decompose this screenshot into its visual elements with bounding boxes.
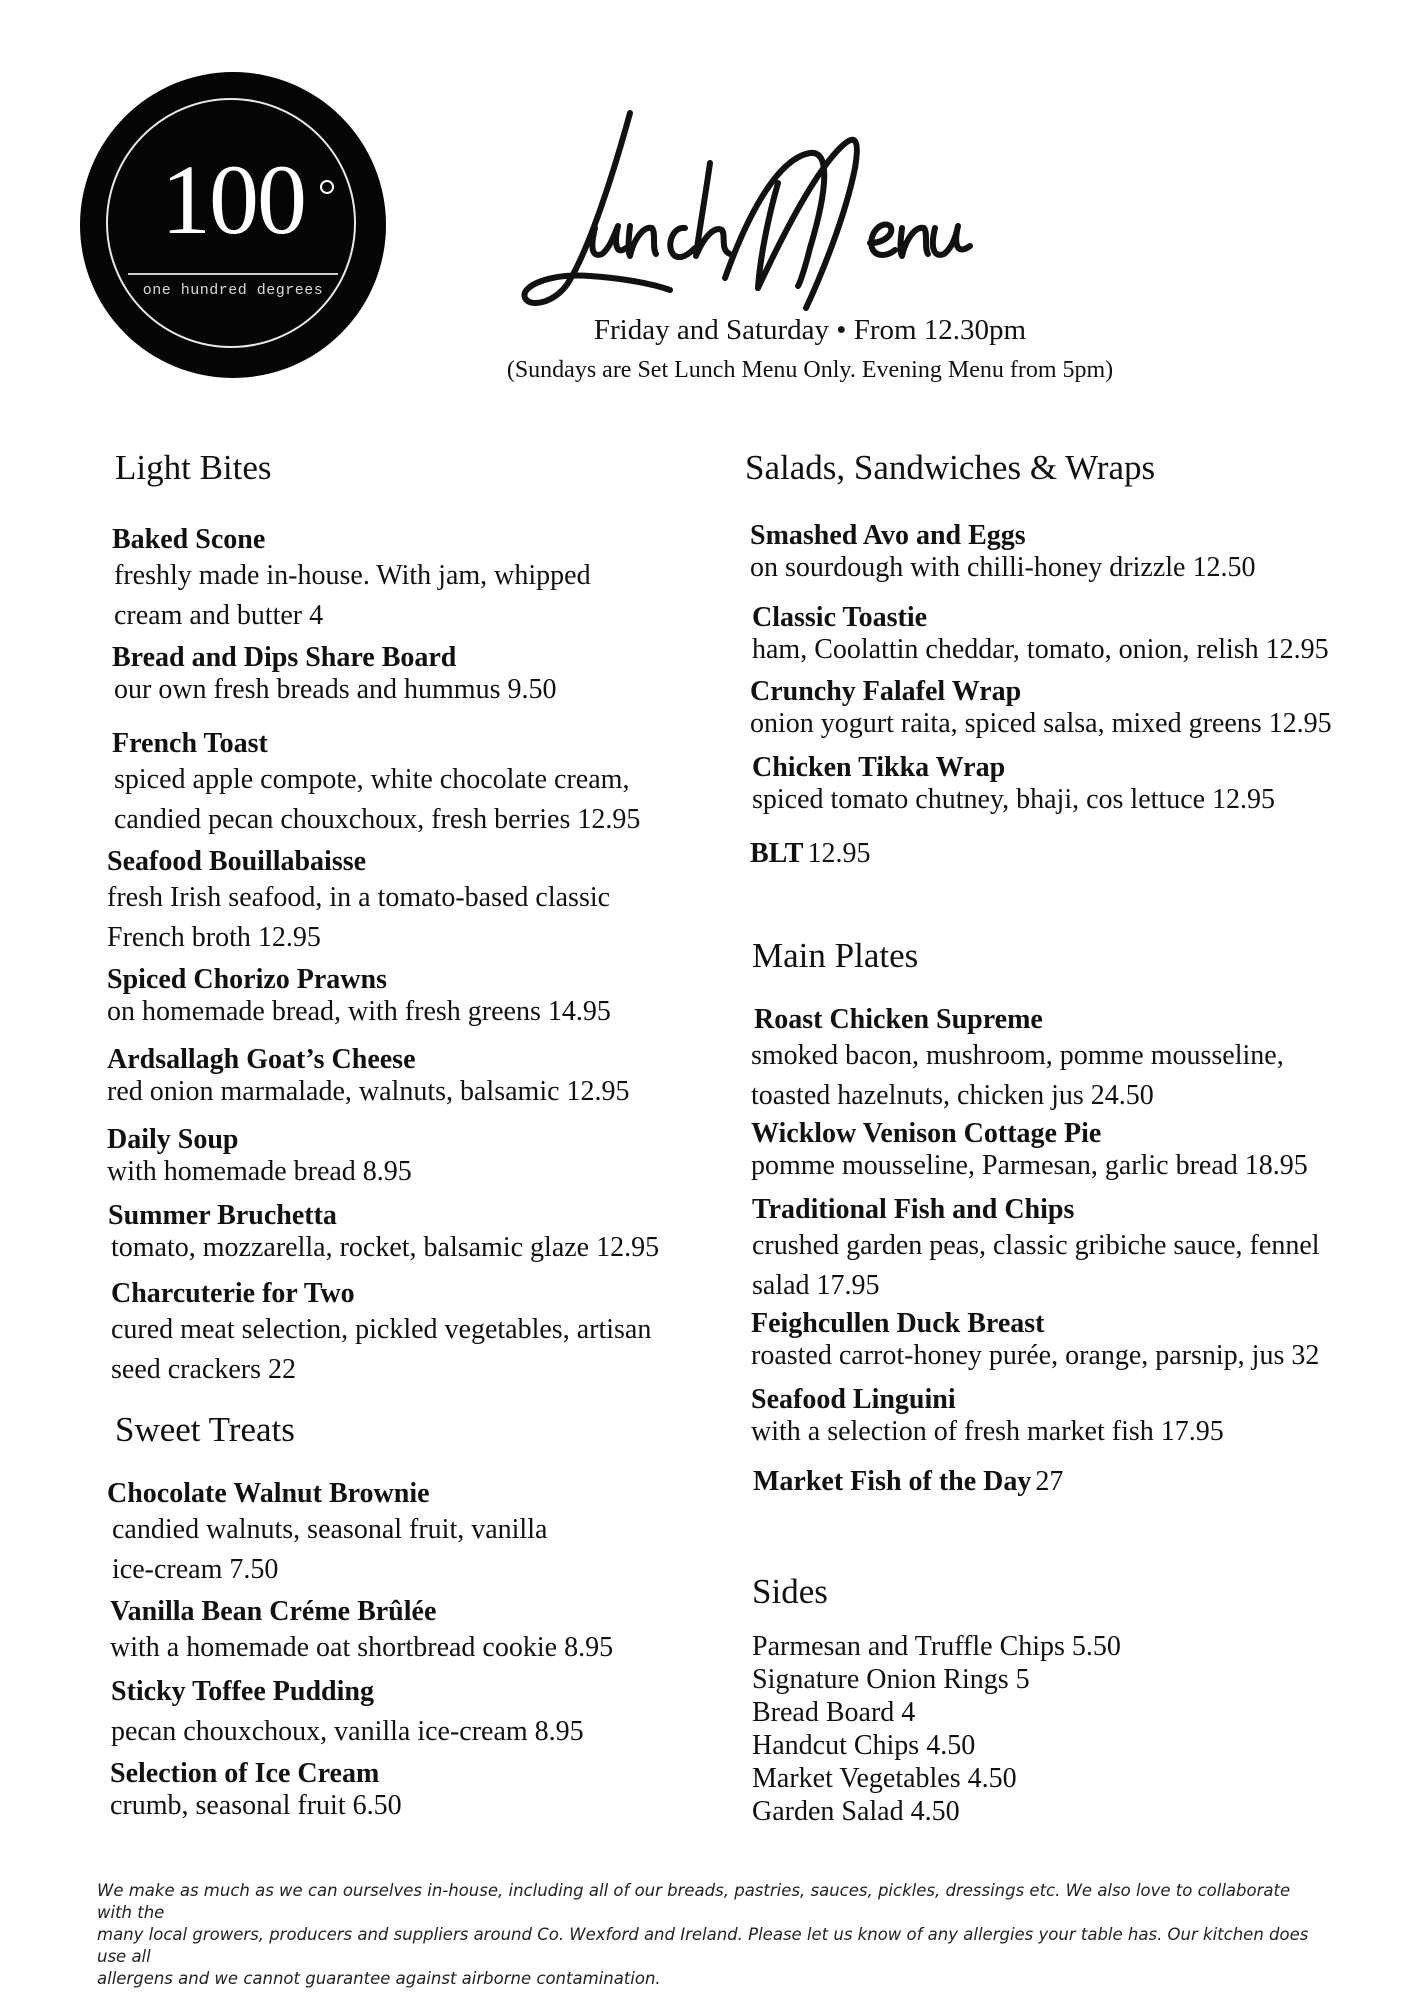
menu-item <box>750 834 870 874</box>
disclaimer-line: We make as much as we can ourselves in-house, including all of our breads, pastries, sauces, pickles, dressings etc. We also love to collaborate with the <box>97 1881 1291 1922</box>
item-name: Seafood Linguini <box>751 1384 956 1415</box>
item-price: 27 <box>1035 1466 1064 1497</box>
item-name: Vanilla Bean Créme Brûlée <box>110 1596 437 1627</box>
item-name: Summer Bruchetta <box>108 1200 337 1231</box>
menu-item <box>751 1308 1319 1372</box>
item-description: candied walnuts, seasonal fruit, vanilla <box>112 1514 548 1545</box>
menu-item <box>750 520 1255 584</box>
item-description: our own fresh breads and hummus 9.50 <box>114 674 557 705</box>
item-name: Baked Scone <box>112 524 266 555</box>
item-description: pecan chouxchoux, vanilla ice-cream 8.95 <box>111 1716 584 1747</box>
item-name: Spiced Chorizo Prawns <box>107 964 387 995</box>
menu-item <box>110 1758 402 1822</box>
sides-list <box>752 1630 1121 1828</box>
item-name: Chocolate Walnut Brownie <box>107 1478 430 1509</box>
menu-item <box>112 524 591 636</box>
allergen-disclaimer <box>97 1880 1327 1990</box>
item-name: French Toast <box>112 728 268 759</box>
logo-tagline: one hundred degrees <box>142 282 324 299</box>
side-item: Signature Onion Rings 5 <box>752 1664 1030 1695</box>
item-name: Classic Toastie <box>752 602 928 633</box>
logo-divider <box>128 273 338 275</box>
menu-item <box>107 1124 412 1188</box>
item-description: onion yogurt raita, spiced salsa, mixed greens 12.95 <box>750 708 1332 739</box>
menu-hours: Friday and Saturday • From 12.30pm <box>593 314 1027 346</box>
item-name: Bread and Dips Share Board <box>112 642 457 673</box>
item-name: Traditional Fish and Chips <box>752 1194 1075 1225</box>
section-title-light-bites: Light Bites <box>115 448 272 487</box>
item-description: cured meat selection, pickled vegetables, artisan <box>111 1314 652 1345</box>
item-description: cream and butter 4 <box>114 600 324 631</box>
item-description: with a selection of fresh market fish 17.95 <box>751 1416 1224 1447</box>
item-description: red onion marmalade, walnuts, balsamic 12.95 <box>107 1076 630 1107</box>
menu-item <box>752 752 1275 816</box>
menu-item <box>107 1478 547 1590</box>
menu-item <box>112 642 556 706</box>
section-title-sweet-treats: Sweet Treats <box>115 1410 295 1449</box>
item-description: with homemade bread 8.95 <box>107 1156 412 1187</box>
item-description: spiced tomato chutney, bhaji, cos lettuce 12.95 <box>752 784 1276 815</box>
item-description: French broth 12.95 <box>107 922 321 953</box>
item-description: ham, Coolattin cheddar, tomato, onion, relish 12.95 <box>752 634 1329 665</box>
item-description: fresh Irish seafood, in a tomato-based classic <box>107 882 611 913</box>
item-name: Seafood Bouillabaisse <box>107 846 367 877</box>
menu-item <box>751 1384 1224 1448</box>
restaurant-logo <box>80 72 386 378</box>
item-description: crumb, seasonal fruit 6.50 <box>110 1790 402 1821</box>
item-name: Sticky Toffee Pudding <box>111 1676 374 1707</box>
menu-item <box>751 1004 1284 1116</box>
menu-item <box>107 1044 630 1108</box>
item-description: pomme mousseline, Parmesan, garlic bread 18.95 <box>751 1150 1308 1181</box>
item-name: Feighcullen Duck Breast <box>751 1308 1045 1339</box>
menu-item <box>750 676 1332 740</box>
item-description: tomato, mozzarella, rocket, balsamic glaze 12.95 <box>111 1232 660 1263</box>
menu-item <box>111 1676 584 1752</box>
item-description: salad 17.95 <box>752 1270 880 1301</box>
menu-item <box>111 1278 651 1390</box>
item-name: Roast Chicken Supreme <box>754 1004 1043 1035</box>
menu-item <box>753 1462 1063 1502</box>
item-description: toasted hazelnuts, chicken jus 24.50 <box>751 1080 1154 1111</box>
item-description: spiced apple compote, white chocolate cream, <box>114 764 630 795</box>
menu-item <box>752 602 1329 666</box>
menu-note: (Sundays are Set Lunch Menu Only. Evening Menu from 5pm) <box>506 357 1114 383</box>
item-name: Daily Soup <box>107 1124 239 1155</box>
item-description: on homemade bread, with fresh greens 14.95 <box>107 996 611 1027</box>
section-title-salads: Salads, Sandwiches & Wraps <box>745 448 1156 487</box>
menu-item <box>108 1200 659 1264</box>
item-description: candied pecan chouxchoux, fresh berries 12.95 <box>114 804 641 835</box>
menu-item <box>107 964 611 1028</box>
side-item: Handcut Chips 4.50 <box>752 1730 976 1761</box>
side-item: Market Vegetables 4.50 <box>752 1763 1017 1794</box>
menu-item <box>112 728 640 840</box>
disclaimer-line: allergens and we cannot guarantee against airborne contamination. <box>97 1969 661 1988</box>
item-name: Crunchy Falafel Wrap <box>750 676 1022 707</box>
menu-item <box>752 1194 1320 1306</box>
item-name: Ardsallagh Goat’s Cheese <box>107 1044 416 1075</box>
item-name: Chicken Tikka Wrap <box>752 752 1006 783</box>
page-title-script <box>510 108 1110 323</box>
side-item: Garden Salad 4.50 <box>752 1796 960 1827</box>
item-description: roasted carrot-honey purée, orange, parsnip, jus 32 <box>751 1340 1320 1371</box>
logo-number: 100 <box>161 144 305 255</box>
menu-item <box>110 1596 613 1668</box>
item-description: seed crackers 22 <box>111 1354 297 1385</box>
section-title-sides: Sides <box>752 1572 828 1611</box>
degree-symbol-icon <box>320 180 334 194</box>
item-name: BLT <box>750 838 804 869</box>
item-name: Wicklow Venison Cottage Pie <box>751 1118 1102 1149</box>
menu-item <box>751 1118 1308 1182</box>
item-name: Smashed Avo and Eggs <box>750 520 1026 551</box>
item-description: ice-cream 7.50 <box>112 1554 279 1585</box>
menu-item <box>107 846 610 958</box>
section-title-main-plates: Main Plates <box>752 936 919 975</box>
item-description: freshly made in-house. With jam, whipped <box>114 560 591 591</box>
item-name: Selection of Ice Cream <box>110 1758 380 1789</box>
item-name: Charcuterie for Two <box>111 1278 355 1309</box>
item-name: Market Fish of the Day <box>753 1466 1032 1497</box>
item-description: smoked bacon, mushroom, pomme mousseline, <box>751 1040 1284 1071</box>
item-description: crushed garden peas, classic gribiche sauce, fennel <box>752 1230 1320 1261</box>
disclaimer-line: many local growers, producers and suppliers around Co. Wexford and Ireland. Please let us know of any allergies your table has. Our kitchen does use all <box>97 1925 1309 1966</box>
side-item: Parmesan and Truffle Chips 5.50 <box>752 1631 1121 1662</box>
item-description: on sourdough with chilli-honey drizzle 12.50 <box>750 552 1256 583</box>
item-price: 12.95 <box>807 838 871 869</box>
side-item: Bread Board 4 <box>752 1697 916 1728</box>
item-description: with a homemade oat shortbread cookie 8.95 <box>110 1632 614 1663</box>
